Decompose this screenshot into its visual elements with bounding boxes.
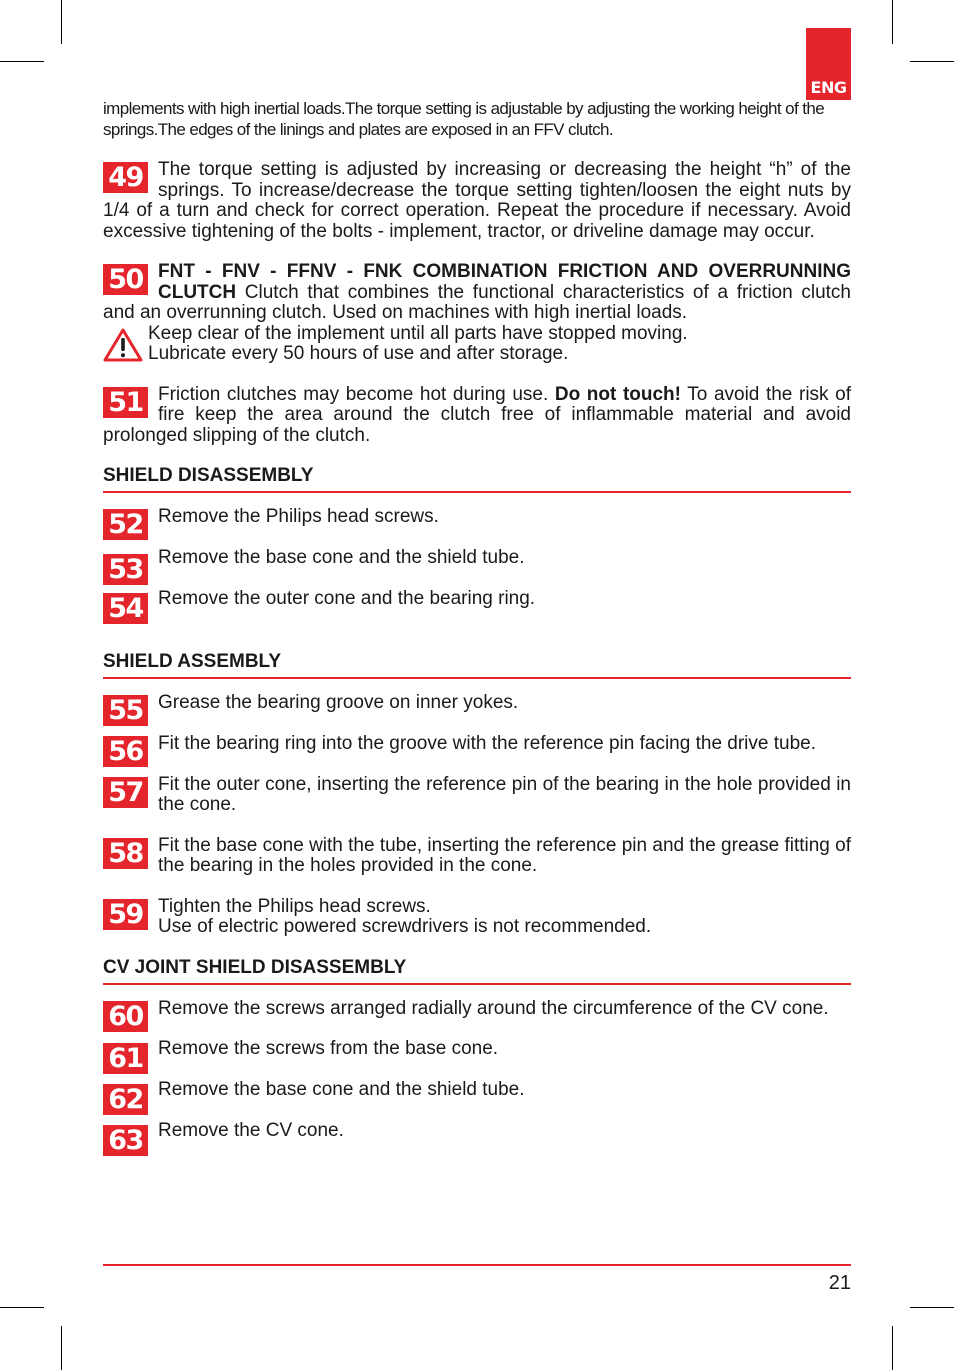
page-number: 21 <box>828 1272 851 1294</box>
step-text: Remove the screws from the base cone. <box>158 1038 499 1059</box>
language-tab <box>806 28 851 100</box>
language-label: ENG <box>810 78 847 97</box>
step-text: Remove the outer cone and the bearing ring. <box>158 588 536 609</box>
step-text: Fit the bearing ring into the groove with the reference pin facing the drive tube. <box>158 733 817 754</box>
step-49 <box>103 160 851 242</box>
step-number-badge: 53 <box>103 554 148 585</box>
section-heading-shield-assembly: SHIELD ASSEMBLY <box>103 652 851 679</box>
step-62 <box>103 1080 851 1121</box>
intro-paragraph: implements with high inertial loads.The torque setting is adjustable by adjusting the working height of the springs.The edges of the linings and plates are exposed in an FFV clutch. <box>103 99 825 139</box>
step-number-badge: 58 <box>103 838 148 869</box>
step-number-badge: 52 <box>103 509 148 540</box>
step-60 <box>103 997 851 1032</box>
step-59 <box>103 897 851 938</box>
step-53 <box>103 548 851 589</box>
warning-note <box>103 324 851 365</box>
step-number-badge: 63 <box>103 1125 148 1156</box>
step-text: The torque setting is adjusted by increasing or decreasing the height “h” of the springs. To increase/decrease the torque setting tighten/loosen the eight nuts by 1/4 of a turn and check for correct operation. Repeat the procedure if necessary. Avoid excessive tightening of the bolts - implement, tractor, or driveline damage may occur. <box>103 159 851 242</box>
step-57 <box>103 775 851 816</box>
crop-mark-bottom-right <box>892 1326 893 1370</box>
crop-mark-top-right <box>892 0 893 44</box>
cv-disassembly-steps <box>103 999 851 1163</box>
step-text: Remove the base cone and the shield tube. <box>158 547 525 568</box>
step-body-b: To avoid the risk of fire keep the area around the clutch free of inflammable material and avoid prolonged slipping of the clutch. <box>103 383 851 446</box>
step-text <box>103 897 851 938</box>
crop-mark-bottom-left <box>61 1326 62 1370</box>
step-text: Remove the base cone and the shield tube. <box>158 1079 525 1100</box>
step-number-badge: 59 <box>103 899 148 930</box>
crop-mark-top-right-h <box>910 61 954 62</box>
warning-line-1: Keep clear of the implement until all parts have stopped moving. <box>148 322 688 344</box>
section-heading-cv-joint-shield-disassembly: CV JOINT SHIELD DISASSEMBLY <box>103 958 851 985</box>
step-body-a: Friction clutches may become hot during use. <box>158 383 555 405</box>
warning-triangle-icon <box>103 328 143 362</box>
step-text: Fit the outer cone, inserting the reference pin of the bearing in the hole provided in the cone. <box>158 773 851 815</box>
step-line-2: Use of electric powered screwdrivers is not recommended. <box>158 916 652 937</box>
crop-mark-top-left <box>61 0 62 44</box>
step-text <box>103 262 851 324</box>
step-number-badge: 50 <box>103 264 148 295</box>
step-body: Clutch that combines the functional characteristics of a friction clutch and an overrunning clutch. Used on machines with high inertial loads. <box>103 281 851 323</box>
step-63 <box>103 1121 851 1162</box>
page-content <box>103 98 851 1162</box>
step-54 <box>103 589 851 630</box>
step-number-badge: 54 <box>103 593 148 624</box>
step-52 <box>103 507 851 548</box>
step-text: Remove the Philips head screws. <box>158 506 439 527</box>
step-number-badge: 49 <box>103 162 148 193</box>
step-number-badge: 51 <box>103 387 148 418</box>
shield-assembly-steps <box>103 693 851 938</box>
step-number-badge: 62 <box>103 1084 148 1115</box>
step-text: Remove the screws arranged radially around the circumference of the CV cone. <box>158 997 829 1019</box>
step-number-badge: 60 <box>103 1001 148 1032</box>
step-56 <box>103 733 851 767</box>
step-bold-title: FNT - FNV - FFNV - FNK COMBINATION FRICTION AND OVERRUNNING CLUTCH <box>158 261 851 303</box>
section-heading-shield-disassembly: SHIELD DISASSEMBLY <box>103 466 851 493</box>
step-text: Grease the bearing groove on inner yokes. <box>158 692 519 713</box>
warning-line-2: Lubricate every 50 hours of use and after storage. <box>148 343 569 364</box>
step-58 <box>103 836 851 877</box>
step-line-1: Tighten the Philips head screws. <box>158 895 431 917</box>
step-bold-warning: Do not touch! <box>554 383 681 405</box>
footer-rule <box>103 1264 851 1266</box>
step-51 <box>103 385 851 447</box>
crop-mark-bottom-left-h <box>0 1307 44 1308</box>
step-55 <box>103 693 851 734</box>
step-text <box>103 385 851 447</box>
step-50 <box>103 262 851 365</box>
step-number-badge: 56 <box>103 736 148 767</box>
step-number-badge: 57 <box>103 777 148 808</box>
step-text: Remove the CV cone. <box>158 1120 344 1141</box>
crop-mark-top-left-h <box>0 61 44 62</box>
step-text: Fit the base cone with the tube, inserting the reference pin and the grease fitting of the bearing in the holes provided in the cone. <box>158 834 851 876</box>
step-number-badge: 61 <box>103 1043 148 1074</box>
step-number-badge: 55 <box>103 695 148 726</box>
step-61 <box>103 1039 851 1080</box>
crop-mark-bottom-right-h <box>910 1307 954 1308</box>
shield-disassembly-steps <box>103 507 851 630</box>
